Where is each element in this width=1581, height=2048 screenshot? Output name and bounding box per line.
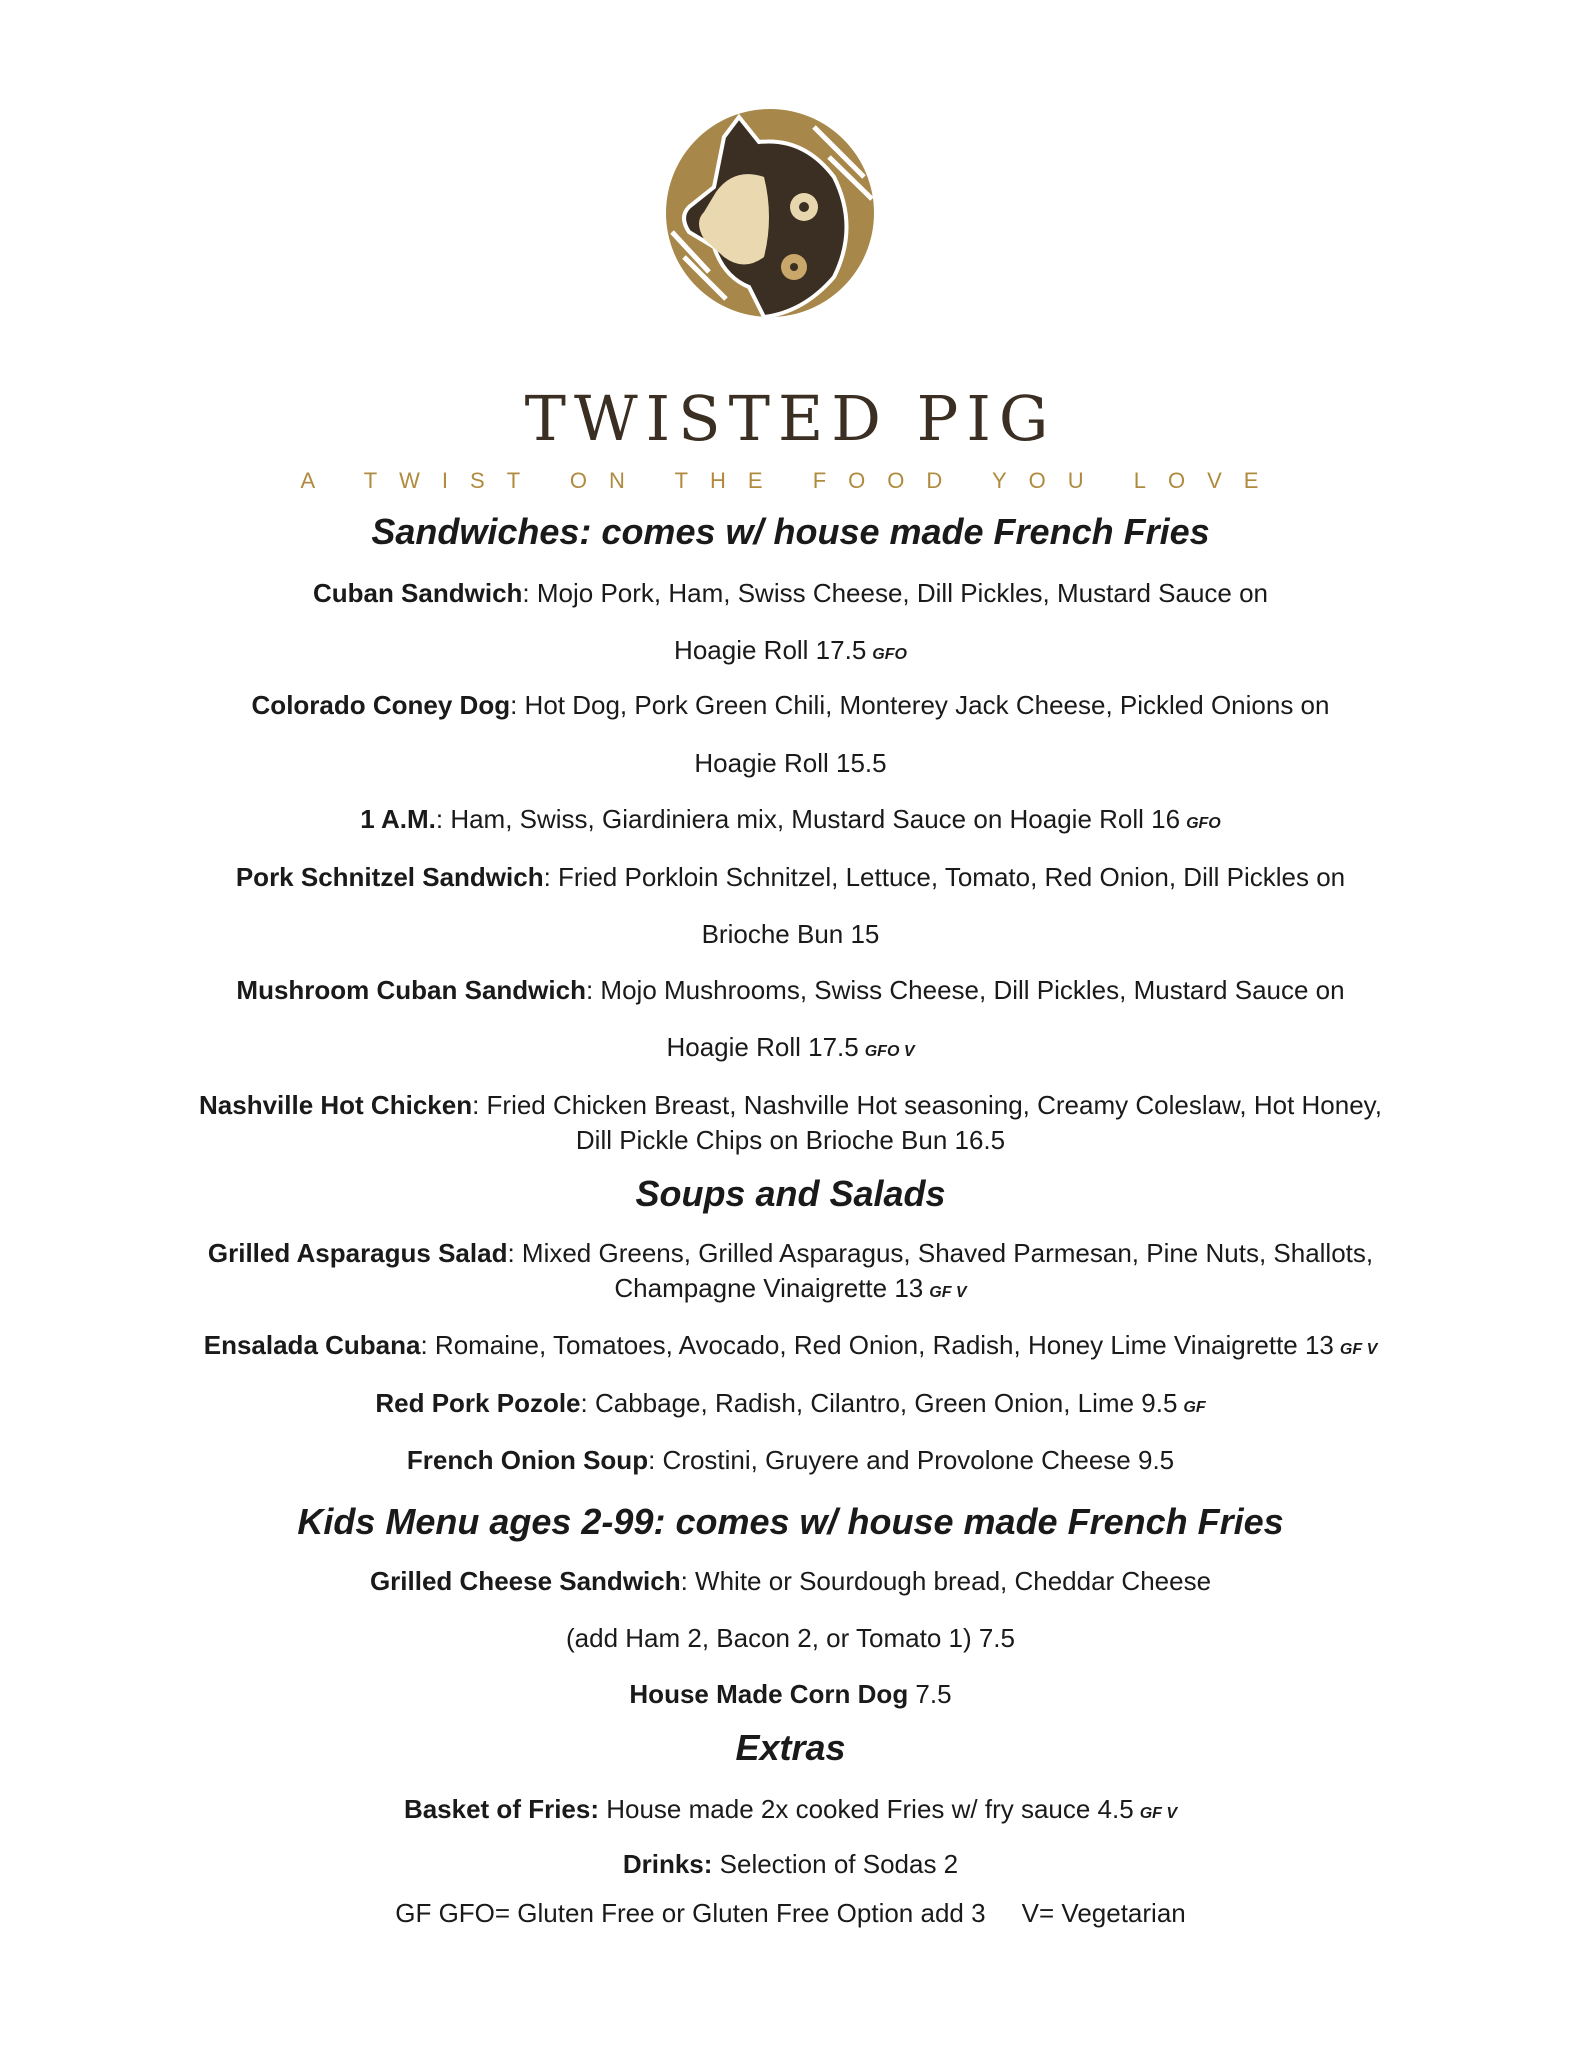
menu-item — [0, 803, 1581, 840]
diet-tag: GF V — [1339, 1341, 1378, 1358]
menu-item — [0, 1678, 1581, 1710]
item-name: Cuban Sandwich — [312, 578, 523, 608]
section-heading-sandwiches: Sandwiches: comes w/ house made French Fries — [371, 511, 1210, 552]
item-desc: : Cabbage, Radish, Cilantro, Green Onion, Lime 9.5 — [580, 1388, 1178, 1418]
item-name: Pork Schnitzel Sandwich — [235, 862, 544, 892]
item-price: (add Ham 2, Bacon 2, or Tomato 1) 7.5 — [566, 1623, 1015, 1653]
item-desc: : Romaine, Tomatoes, Avocado, Red Onion, Radish, Honey Lime Vinaigrette 13 — [420, 1330, 1334, 1360]
item-desc: Selection of Sodas 2 — [712, 1849, 959, 1879]
item-name: Ensalada Cubana — [203, 1330, 421, 1360]
item-name: Basket of Fries: — [403, 1794, 600, 1824]
item-name: Grilled Cheese Sandwich — [369, 1566, 681, 1596]
menu-item-cont — [0, 1622, 1581, 1654]
item-desc: : Fried Porkloin Schnitzel, Lettuce, Tomato, Red Onion, Dill Pickles on — [543, 862, 1346, 892]
section-heading-soups-salads: Soups and Salads — [635, 1173, 946, 1214]
item-name: Drinks: — [622, 1849, 713, 1879]
item-name: House Made Corn Dog — [629, 1679, 909, 1709]
item-desc: : Mixed Greens, Grilled Asparagus, Shaved Parmesan, Pine Nuts, Shallots, — [507, 1238, 1374, 1268]
item-desc: House made 2x cooked Fries w/ fry sauce 4.5 — [599, 1794, 1134, 1824]
item-price: 7.5 — [908, 1679, 952, 1709]
item-price: Hoagie Roll 17.5 — [666, 1032, 859, 1062]
menu-item-cont — [0, 918, 1581, 950]
menu-item-cont — [0, 634, 1581, 671]
section-heading-extras: Extras — [735, 1727, 846, 1768]
menu-item — [0, 1089, 1581, 1121]
item-name: Grilled Asparagus Salad — [207, 1238, 508, 1268]
item-desc: : Hot Dog, Pork Green Chili, Monterey Jack Cheese, Pickled Onions on — [510, 690, 1330, 720]
diet-legend: GF GFO= Gluten Free or Gluten Free Option add 3 V= Vegetarian — [395, 1898, 1186, 1928]
menu-item-cont — [0, 1272, 1581, 1309]
section-heading-kids: Kids Menu ages 2-99: comes w/ house made French Fries — [297, 1501, 1284, 1542]
menu-item — [0, 577, 1581, 609]
item-price: Dill Pickle Chips on Brioche Bun 16.5 — [575, 1125, 1006, 1155]
item-desc: : White or Sourdough bread, Cheddar Cheese — [680, 1566, 1212, 1596]
diet-tag: GFO — [1186, 815, 1221, 832]
menu-item-cont — [0, 747, 1581, 779]
menu-item — [0, 1237, 1581, 1269]
item-name: Nashville Hot Chicken — [199, 1090, 473, 1120]
menu-item — [0, 1793, 1581, 1830]
item-desc: : Fried Chicken Breast, Nashville Hot seasoning, Creamy Coleslaw, Hot Honey, — [472, 1090, 1382, 1120]
item-desc: : Mojo Pork, Ham, Swiss Cheese, Dill Pickles, Mustard Sauce on — [522, 578, 1269, 608]
diet-tag: GFO V — [864, 1043, 915, 1060]
item-price: Brioche Bun 15 — [701, 919, 880, 949]
diet-tag: GF V — [929, 1284, 967, 1301]
item-price: Champagne Vinaigrette 13 — [614, 1273, 924, 1303]
menu-item — [0, 689, 1581, 721]
item-desc: : Ham, Swiss, Giardiniera mix, Mustard Sauce on Hoagie Roll 16 — [435, 804, 1181, 834]
item-name: Colorado Coney Dog — [251, 690, 511, 720]
item-name: Red Pork Pozole — [375, 1388, 581, 1418]
item-name: Mushroom Cuban Sandwich — [236, 975, 586, 1005]
menu-item-cont — [0, 1031, 1581, 1068]
diet-tag: GFO — [872, 646, 907, 663]
menu-item — [0, 1848, 1581, 1880]
brand-name: TWISTED PIG — [524, 382, 1057, 455]
diet-tag: GF V — [1139, 1805, 1178, 1822]
pig-logo — [664, 107, 876, 319]
item-desc: : Mojo Mushrooms, Swiss Cheese, Dill Pickles, Mustard Sauce on — [585, 975, 1345, 1005]
menu-item — [0, 1387, 1581, 1424]
item-price: Hoagie Roll 17.5 — [674, 635, 867, 665]
brand-tagline: A TWIST ON THE FOOD YOU LOVE — [300, 468, 1281, 493]
item-price: Hoagie Roll 15.5 — [694, 748, 887, 778]
item-name: French Onion Soup — [406, 1445, 649, 1475]
item-name: 1 A.M. — [360, 804, 436, 834]
menu-item-cont — [0, 1124, 1581, 1156]
item-desc: : Crostini, Gruyere and Provolone Cheese 9.5 — [648, 1445, 1175, 1475]
menu-item — [0, 861, 1581, 893]
menu-item — [0, 974, 1581, 1006]
menu-item — [0, 1565, 1581, 1597]
menu-item — [0, 1444, 1581, 1476]
diet-tag: GF — [1183, 1399, 1206, 1416]
menu-item — [0, 1329, 1581, 1366]
